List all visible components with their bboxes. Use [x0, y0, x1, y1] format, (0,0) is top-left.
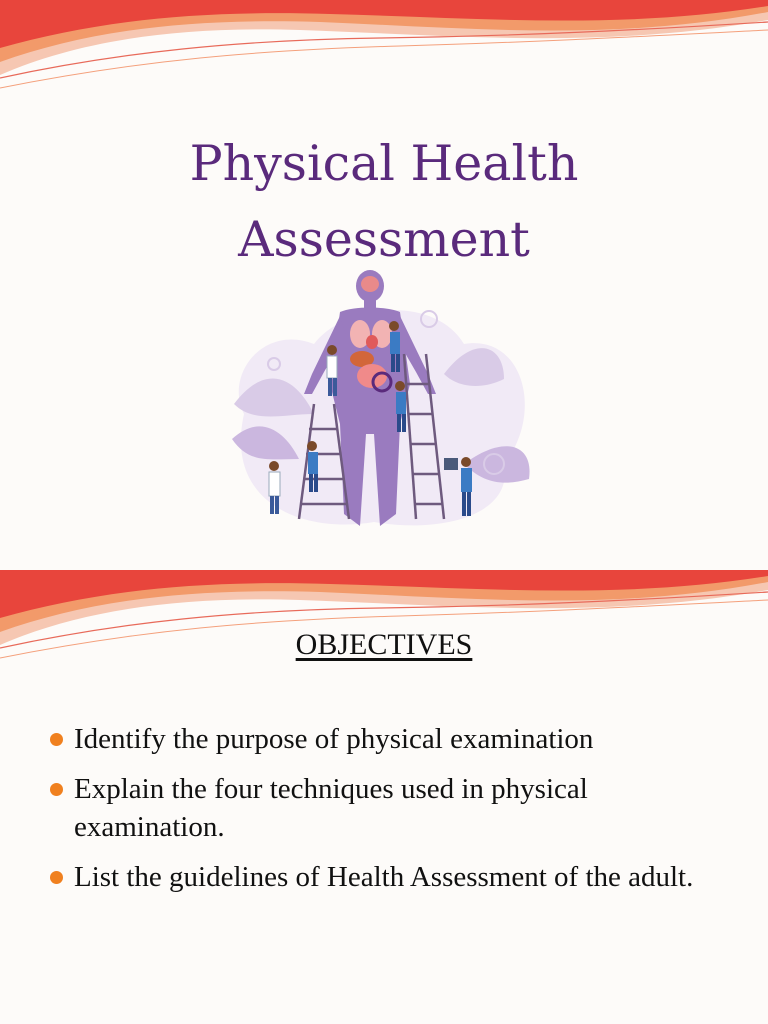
- bullet-dot-icon: [50, 783, 63, 796]
- objective-text: List the guidelines of Health Assessment of the adult.: [74, 861, 694, 893]
- bullet-dot-icon: [50, 871, 63, 884]
- objective-text: Explain the four techniques used in physical examination.: [74, 773, 588, 843]
- objectives-heading: OBJECTIVES: [295, 628, 473, 661]
- objectives-list: [50, 720, 730, 908]
- objectives-slide: [0, 570, 768, 1024]
- objective-item: [50, 770, 730, 846]
- header-wave-decoration: [0, 0, 768, 100]
- human-anatomy-illustration: [204, 264, 548, 544]
- objective-text: Identify the purpose of physical examination: [74, 723, 594, 755]
- objective-item: [50, 858, 730, 896]
- bullet-dot-icon: [50, 733, 63, 746]
- slide-title-line-2: Assessment: [238, 211, 530, 268]
- objective-item: [50, 720, 730, 758]
- slide-title-line-1: Physical Health: [189, 135, 579, 192]
